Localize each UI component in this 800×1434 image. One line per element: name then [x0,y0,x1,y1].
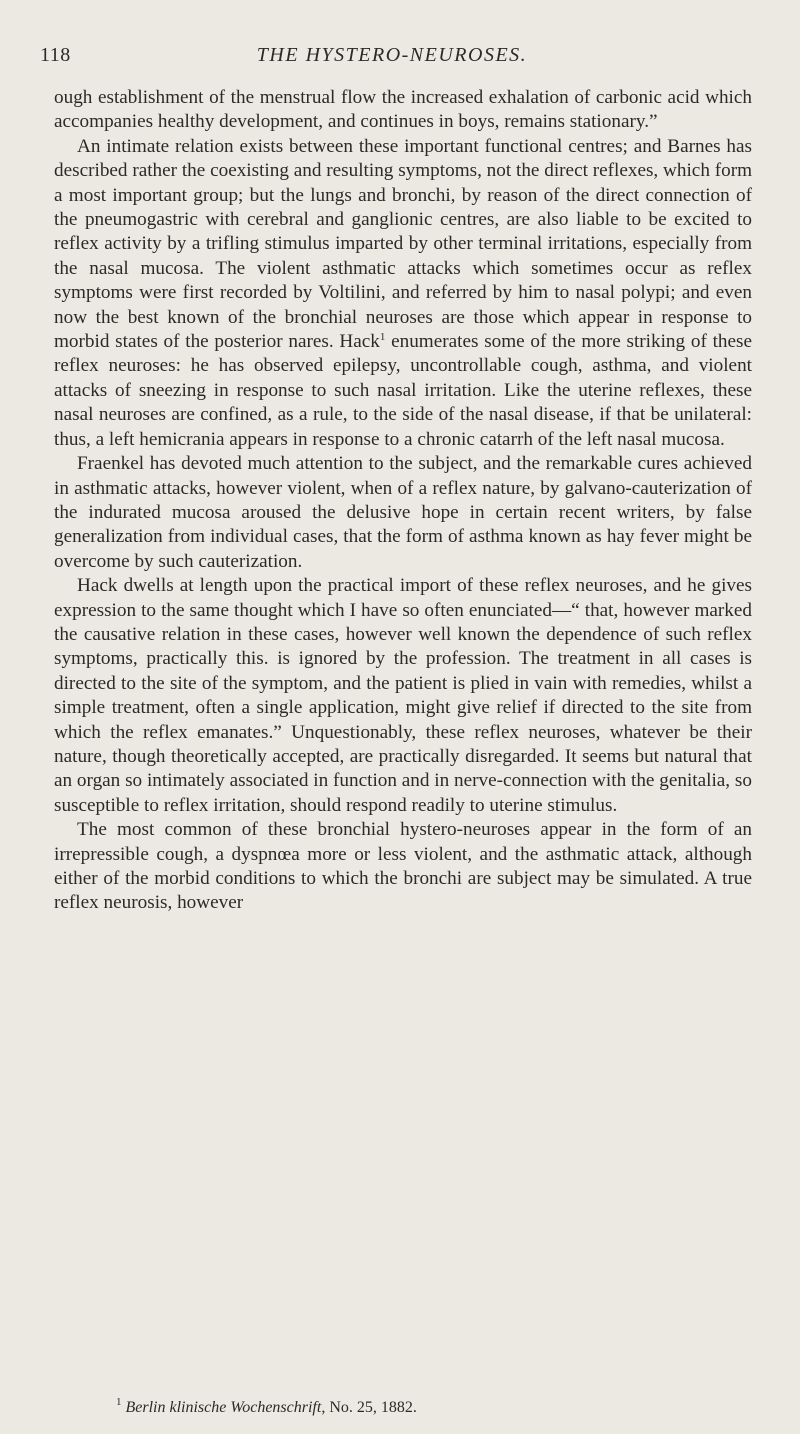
footnote [54,1398,752,1418]
footnote-marker: 1 [116,1396,122,1408]
running-title: THE HYSTERO-NEUROSES. [256,44,528,66]
paragraph-fraenkel: Fraenkel has devoted much attention to the subject, and the remarkable cures achieved in asthmatic attacks, however violent, when of a reflex nature, by galvano-cauterization of the indurated mucosa aroused the delusive hope in certain recent writers, by false generalization from individual cases, that the form of asthma known as hay fever might be overcome by such cauterization. [54,453,752,572]
running-head [40,44,744,72]
paragraph-barnes-text: An intimate relation exists between these important functional centres; and Barnes has described rather the coexisting and resulting symptoms, not the direct reflexes, which form a most important group; but the lungs and bronchi, by reason of the direct connection of the pneumogastric with cerebral and ganglionic centres, are also liable to be excited to reflex activity by a trifling stimulus imparted by other terminal irritations, especially from the nasal mucosa. The violent asthmatic attacks which sometimes occur as reflex symptoms were first recorded by Voltilini, and referred by him to nasal polypi; and even now the best known of the bronchial neuroses are those which appear in response to morbid states of the posterior nares. [54,135,753,353]
paragraph-hack: Hack dwells at length upon the practical import of these reflex neuroses, and he gives expression to the same thought which I have so often enunciated—“ that, however marked the causative relation in these cases, however well known the dependence of such reflex symptoms, practically this. is ignored by the profession. The treatment in all cases is directed to the site of the symptom, and the patient is plied in vain with remedies, whilst a simple treatment, often a single application, might give relief if directed to the site from which the reflex emanates.” Unquestionably, these reflex neuroses, whatever be their nature, though theoretically accepted, are practically disregarded. It seems but natural that an organ so intimately associated in function and in nerve-connection with the genitalia, so susceptible to reflex irritation, should respond readily to uterine stimulus. [54,575,752,816]
hack-sentence-text: enumerates some of the more striking of these reflex neuroses: he has observed epilepsy, uncontrollable cough, asthma, and violent attacks of sneezing in response to such nasal irritation. Like the uterine reflexes, these nasal neuroses are confined, as a rule, to the side of the nasal disease, if that be unilateral: thus, a left hemicrania appears in response to a chronic catarrh of the left nasal mucosa. [54,331,752,450]
footnote-journal: Berlin klinische Wochenschrift [125,1399,322,1416]
paragraph-bronchial: The most common of these bronchial hystero-neuroses appear in the form of an irrepressible cough, a dyspnœa more or less violent, and the asthmatic attack, although either of the morbid conditions to which the bronchi are subject may be simulated. A true reflex neurosis, however [54,819,752,914]
paragraph-continuation: ough establishment of the menstrual flow the increased exhalation of carbonic acid which accompanies healthy development, and continues in boys, remains stationary.” [54,87,752,133]
page-number: 118 [40,44,71,66]
paragraph-barnes [54,135,752,452]
footnote-reference: 1 [379,331,386,344]
body-text [54,86,752,916]
hack-citation-word: Hack [339,331,380,353]
footnote-rest: , No. 25, 1882. [321,1399,417,1416]
